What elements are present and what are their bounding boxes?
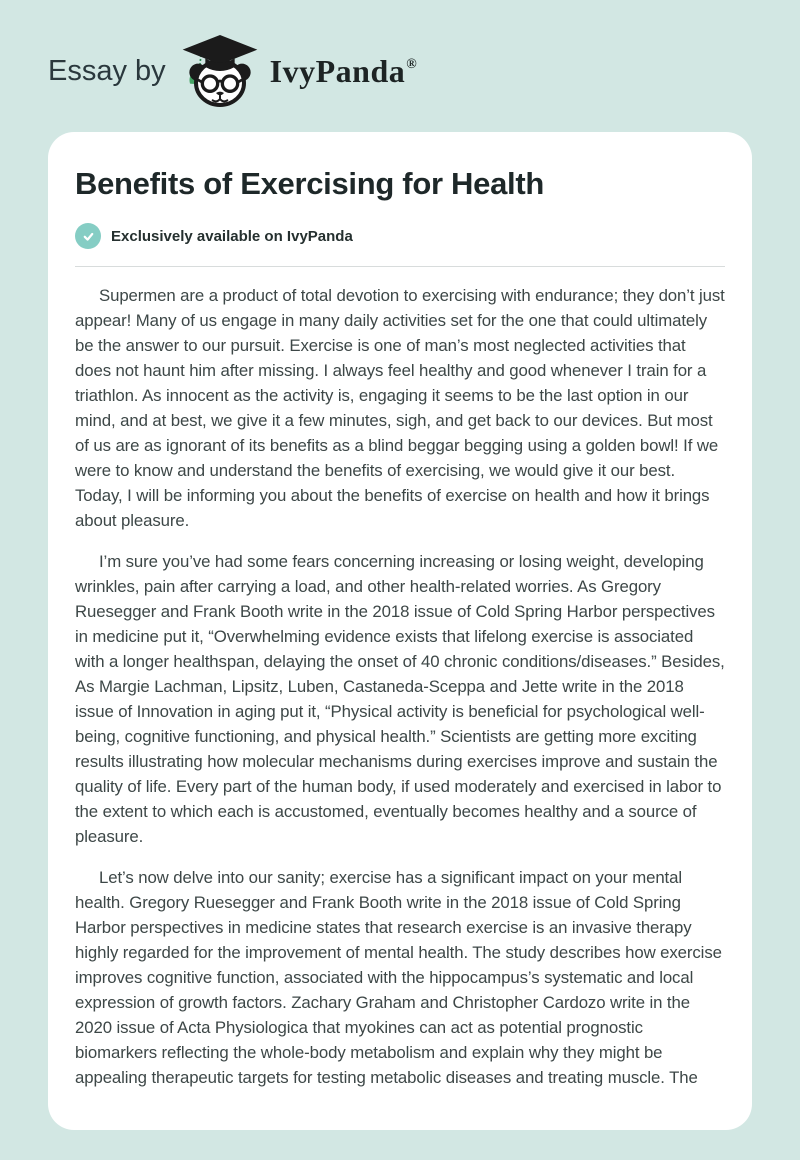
essay-body [75, 283, 725, 1090]
check-icon [75, 223, 101, 249]
header-prefix: Essay by [48, 54, 166, 87]
registered-mark: ® [406, 56, 418, 72]
essay-paragraph-3: Let’s now delve into our sanity; exercise has a significant impact on your mental health. Gregory Ruesegger and Frank Booth write in the 2018 issue of Cold Spring Harbor perspectives in medicine states that research exercise is an invasive therapy highly regarded for the improvement of mental health. The study describes how exercise improves cognitive function, associated with the hippocampus’s systematic and local expression of growth factors. Zachary Graham and Christopher Cardozo write in the 2020 issue of Acta Physiologica that myokines can act as potential prognostic biomarkers reflecting the whole-body metabolism and explain why they might be appealing therapeutic targets for testing metabolic diseases and treating muscle. The [75, 868, 722, 1087]
essay-paragraph-1: Supermen are a product of total devotion to exercising with endurance; they don’t just appear! Many of us engage in many daily activities set for the one that could ultimately be the answer to our pursuit. Exercise is one of man’s most neglected activities that does not haunt him after missing. I always feel healthy and good whenever I train for a triathlon. As innocent as the activity is, engaging it seems to be the last option in our mind, and at best, we give it a few minutes, sigh, and get back to our devices. But most of us are as ignorant of its benefits as a blind beggar begging using a golden bowl! If we were to know and understand the benefits of exercising, we would give it our best. Today, I will be informing you about the benefits of exercise on health and how it brings about pleasure. [75, 286, 725, 530]
availability-badge [75, 223, 725, 249]
divider [75, 266, 725, 267]
panda-graduate-icon [180, 30, 260, 112]
brand-text: IvyPanda [269, 52, 406, 89]
essay-paragraph-2: I’m sure you’ve had some fears concerning increasing or losing weight, developing wrinkles, pain after carrying a load, and other health-related worries. As Gregory Ruesegger and Frank Booth write in the 2018 issue of Cold Spring Harbor perspectives in medicine put it, “Overwhelming evidence exists that lifelong exercise is associated with a longer healthspan, delaying the onset of 40 chronic conditions/diseases.” Besides, As Margie Lachman, Lipsitz, Luben, Castaneda-Sceppa and Jette write in the 2018 issue of Innovation in aging put it, “Physical activity is beneficial for psychological well-being, cognitive functioning, and physical health.” Scientists are getting more exciting results illustrating how molecular mechanisms during exercises improve and sustain the quality of life. Every part of the human body, if used moderately and exercised in labor to the extent to which each is accustomed, eventually becomes healthy and a source of pleasure. [75, 552, 725, 846]
page-title: Benefits of Exercising for Health [75, 166, 544, 201]
availability-badge-label: Exclusively available on IvyPanda [111, 227, 353, 245]
essay-card [48, 132, 752, 1130]
site-header [0, 0, 800, 132]
brand-name [270, 53, 418, 90]
